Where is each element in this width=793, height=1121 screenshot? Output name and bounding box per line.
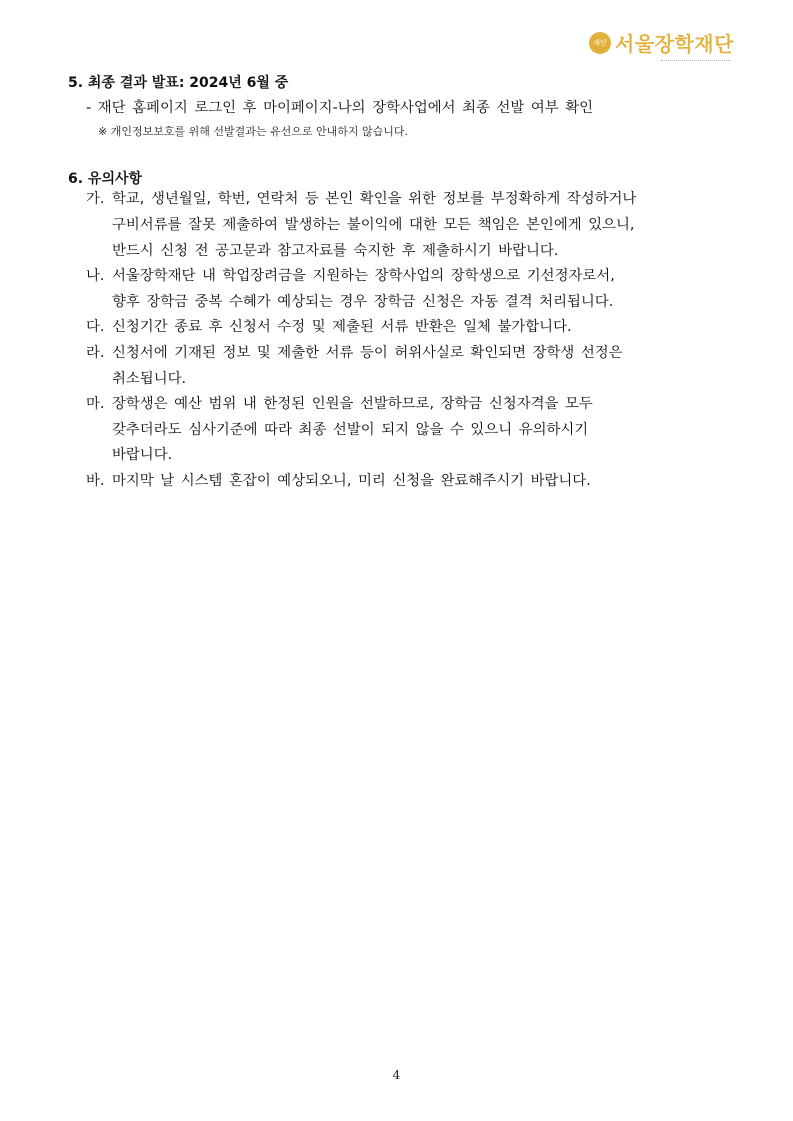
list-item-continuation: 취소됩니다. — [112, 371, 187, 387]
list-item-continuation: 향후 장학금 중복 수혜가 예상되는 경우 장학금 신청은 자동 결격 처리됩니다. — [112, 294, 614, 310]
section-5-note: ※ 개인정보보호를 위해 선발결과는 유선으로 안내하지 않습니다. — [98, 125, 408, 138]
list-item-continuation: 바랍니다. — [112, 447, 173, 463]
list-item — [86, 266, 615, 286]
list-marker: 다. — [86, 319, 105, 335]
list-item-continuation: 구비서류를 잘못 제출하여 발생하는 불이익에 대한 모든 책임은 본인에게 있으니, — [112, 217, 635, 233]
list-marker: 마. — [86, 396, 105, 412]
list-item-continuation: 갖추더라도 심사기준에 따라 최종 선발이 되지 않을 수 있으니 유의하시기 — [112, 422, 589, 438]
list-item-text: 마지막 날 시스템 혼잡이 예상되오니, 미리 신청을 완료해주시기 바랍니다. — [112, 473, 591, 489]
list-item-text: 학교, 생년월일, 학번, 연락처 등 본인 확인을 위한 정보를 부정확하게 작성하거나 — [112, 191, 637, 207]
list-item-text: 신청기간 종료 후 신청서 수정 및 제출된 서류 반환은 일체 불가합니다. — [112, 319, 572, 335]
list-marker: 가. — [86, 191, 105, 207]
list-item-text: 서울장학재단 내 학업장려금을 지원하는 장학사업의 장학생으로 기선정자로서, — [112, 268, 615, 284]
list-item-text: 장학생은 예산 범위 내 한정된 인원을 선발하므로, 장학금 신청자격을 모두 — [112, 396, 593, 412]
list-marker: 나. — [86, 268, 105, 284]
list-item-text: 신청서에 기재된 정보 및 제출한 서류 등이 허위사실로 확인되면 장학생 선정은 — [112, 345, 623, 361]
list-marker: 바. — [86, 473, 105, 489]
logo-divider — [661, 60, 731, 65]
list-item — [86, 343, 623, 363]
logo-text: 서울장학재단 — [615, 32, 734, 56]
section-5-title: 5. 최종 결과 발표: 2024년 6월 중 — [68, 75, 289, 91]
list-marker: 라. — [86, 345, 105, 361]
list-item — [86, 471, 591, 491]
section-6-title: 6. 유의사항 — [68, 171, 143, 187]
list-item — [86, 394, 593, 414]
list-item-continuation: 반드시 신청 전 공고문과 참고자료를 숙지한 후 제출하시기 바랍니다. — [112, 243, 559, 259]
section-5-bullet: - 재단 홈페이지 로그인 후 마이페이지-나의 장학사업에서 최종 선발 여부 확인 — [86, 100, 594, 116]
logo-seal-icon: 재단 — [589, 32, 611, 54]
page-number: 4 — [392, 1068, 401, 1082]
foundation-logo — [589, 28, 739, 72]
list-item — [86, 189, 636, 209]
list-item — [86, 317, 572, 337]
